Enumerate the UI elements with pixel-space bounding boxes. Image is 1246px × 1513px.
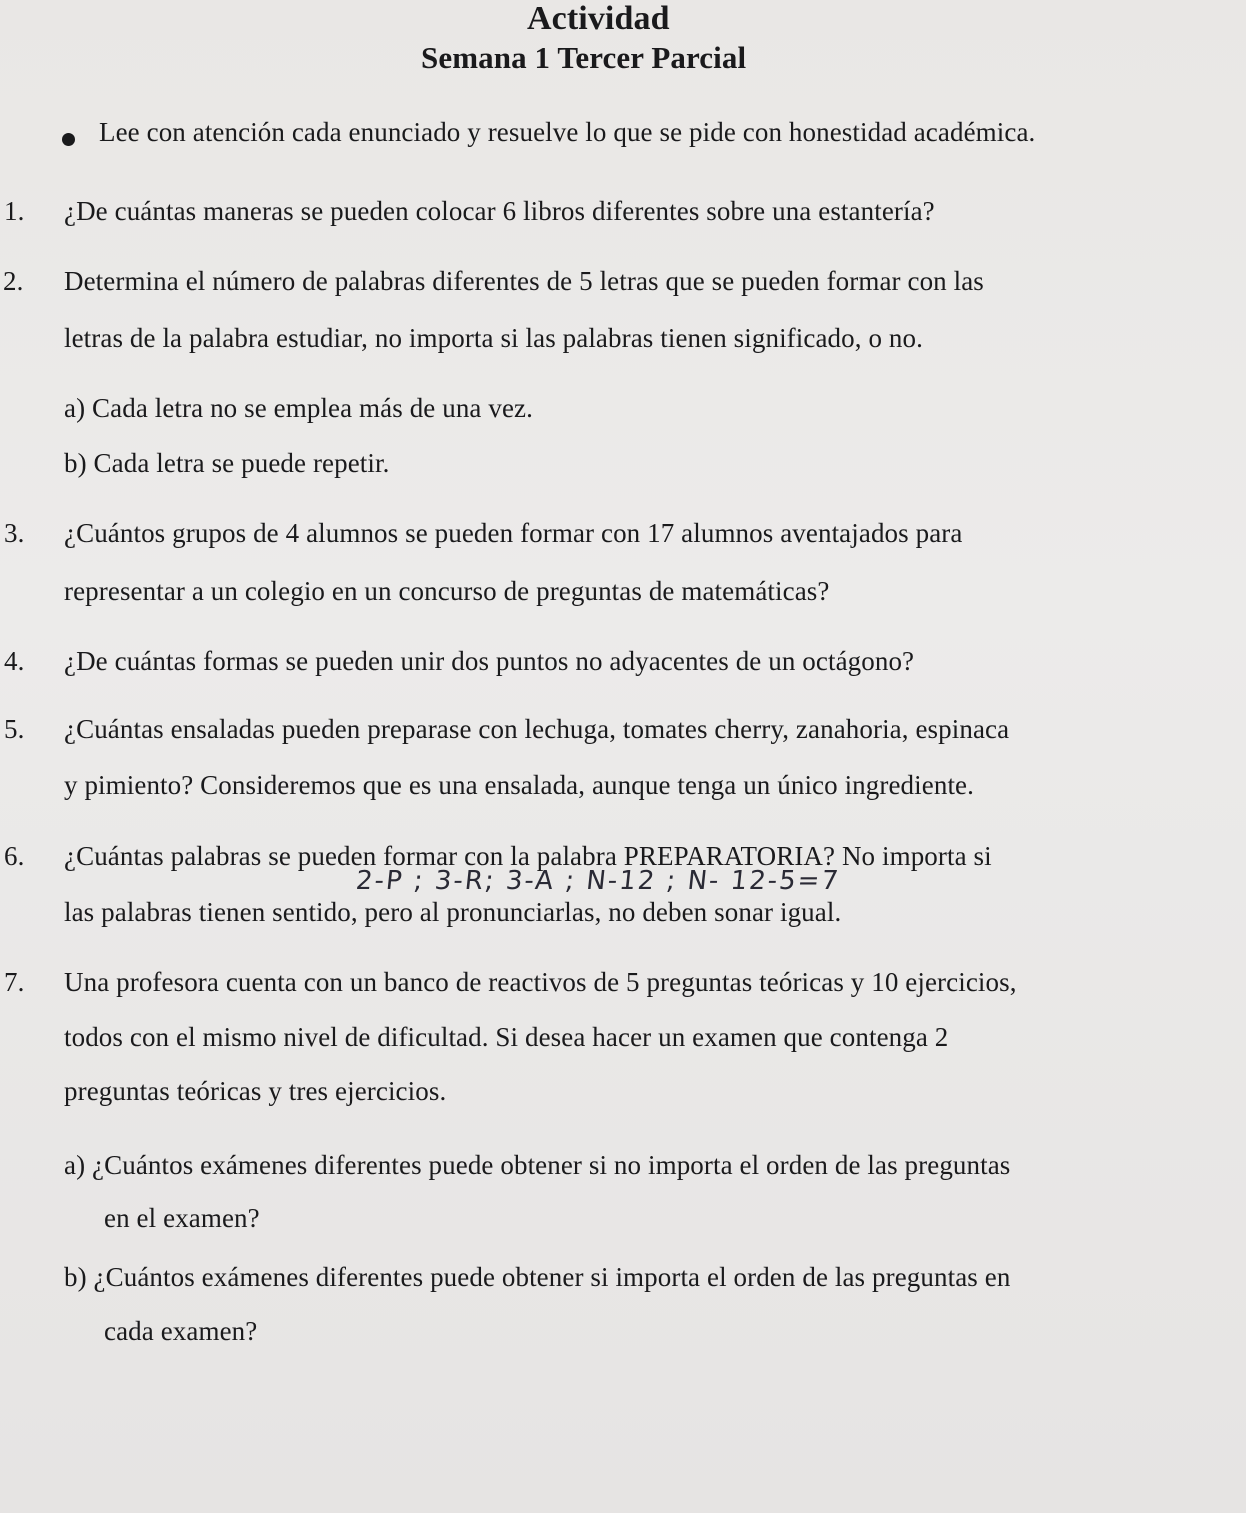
instruction-text: Lee con atención cada enunciado y resuelve lo que se pide con honestidad académica. — [99, 117, 1036, 147]
question-7-line-2: todos con el mismo nivel de dificultad. Si desea hacer un examen que contenga 2 — [64, 1022, 949, 1052]
page-title: Actividad — [527, 0, 670, 37]
question-4-text: ¿De cuántas formas se pueden unir dos puntos no adyacentes de un octágono? — [64, 646, 915, 676]
question-5-line-2: y pimiento? Consideremos que es una ensalada, aunque tenga un único ingrediente. — [64, 770, 974, 800]
question-7-line-3: preguntas teóricas y tres ejercicios. — [64, 1076, 447, 1106]
question-2-option-b: b) Cada letra se puede repetir. — [64, 448, 390, 478]
question-7-number: 7. — [4, 967, 25, 997]
question-3-line-1: ¿Cuántos grupos de 4 alumnos se pueden formar con 17 alumnos aventajados para — [64, 518, 963, 548]
question-3-number: 3. — [4, 518, 25, 548]
question-2-line-1: Determina el número de palabras diferentes de 5 letras que se pueden formar con las — [64, 266, 984, 296]
question-1-text: ¿De cuántas maneras se pueden colocar 6 libros diferentes sobre una estantería? — [64, 196, 935, 226]
question-7-option-a-line-2: en el examen? — [104, 1203, 260, 1233]
question-6-line-1: ¿Cuántas palabras se pueden formar con la palabra PREPARATORIA? No importa si — [64, 841, 992, 871]
question-7-option-b-line-1: b) ¿Cuántos exámenes diferentes puede obtener si importa el orden de las preguntas en — [64, 1262, 1011, 1292]
question-7-option-b-line-2: cada examen? — [104, 1316, 258, 1346]
question-2-line-2: letras de la palabra estudiar, no importa si las palabras tienen significado, o no. — [64, 323, 923, 353]
question-4-number: 4. — [4, 646, 25, 676]
question-6-line-2: las palabras tienen sentido, pero al pronunciarlas, no deben sonar igual. — [64, 897, 842, 927]
question-7-option-a-line-1: a) ¿Cuántos exámenes diferentes puede obtener si no importa el orden de las preguntas — [64, 1150, 1011, 1180]
question-2-option-a: a) Cada letra no se emplea más de una vez. — [64, 393, 533, 423]
page-subtitle: Semana 1 Tercer Parcial — [421, 40, 747, 75]
question-6-number: 6. — [4, 841, 25, 871]
question-2-number: 2. — [3, 266, 24, 296]
question-1-number: 1. — [4, 196, 25, 226]
handwritten-notes: 2-P ; 3-R; 3-A ; N-12 ; N- 12-5=7 — [354, 866, 842, 896]
question-7-line-1: Una profesora cuenta con un banco de reactivos de 5 preguntas teóricas y 10 ejercicios, — [64, 967, 1017, 997]
question-5-number: 5. — [4, 714, 25, 744]
bullet-icon — [62, 133, 75, 146]
question-5-line-1: ¿Cuántas ensaladas pueden preparase con lechuga, tomates cherry, zanahoria, espinaca — [64, 714, 1010, 744]
question-3-line-2: representar a un colegio en un concurso de preguntas de matemáticas? — [64, 576, 830, 606]
